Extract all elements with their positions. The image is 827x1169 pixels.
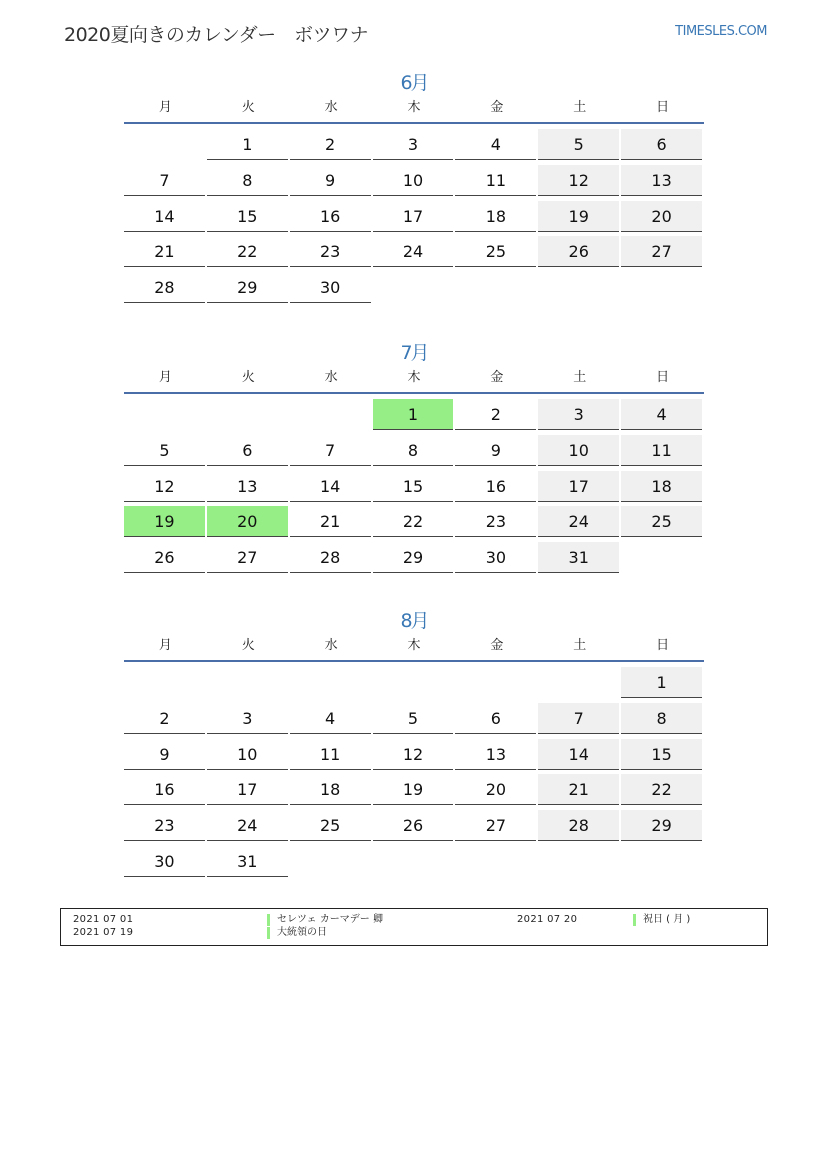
day-number <box>290 846 371 877</box>
day-number: 10 <box>538 435 619 466</box>
day-number: 5 <box>373 703 454 734</box>
day-cell[interactable] <box>373 128 456 164</box>
day-number <box>124 399 205 430</box>
day-cell[interactable] <box>373 702 456 738</box>
day-cell <box>290 398 373 434</box>
weekday-header <box>124 636 704 662</box>
day-number: 9 <box>290 165 371 196</box>
day-cell <box>207 398 290 434</box>
day-number: 16 <box>455 471 536 502</box>
month-title: 7月 <box>400 342 428 364</box>
weekday-label: 金 <box>490 370 504 385</box>
day-number: 26 <box>538 236 619 267</box>
day-number: 6 <box>455 703 536 734</box>
week-row <box>124 845 704 881</box>
weekday-label: 土 <box>573 100 587 115</box>
weekday-label: 日 <box>656 370 670 385</box>
day-cell[interactable] <box>455 164 538 200</box>
day-cell[interactable] <box>207 128 290 164</box>
day-cell[interactable] <box>538 809 621 845</box>
day-number: 29 <box>621 810 702 841</box>
day-number: 14 <box>290 471 371 502</box>
weekday-label: 月 <box>158 100 172 115</box>
legend-holiday-name: セレツェ カーマデー 卿 <box>267 914 383 926</box>
weekday-label: 木 <box>407 370 421 385</box>
day-number: 20 <box>207 506 288 537</box>
day-cell[interactable] <box>207 845 290 881</box>
weekday-label: 水 <box>324 100 338 115</box>
day-number: 7 <box>538 703 619 734</box>
day-cell[interactable] <box>124 470 207 506</box>
day-number: 19 <box>538 201 619 232</box>
day-cell[interactable] <box>455 505 538 541</box>
day-number: 28 <box>290 542 371 573</box>
weekday-header <box>124 368 704 394</box>
day-number: 15 <box>373 471 454 502</box>
day-cell[interactable] <box>207 541 290 577</box>
week-row <box>124 470 704 506</box>
day-cell[interactable] <box>455 200 538 236</box>
day-cell[interactable] <box>124 773 207 809</box>
day-cell <box>538 666 621 702</box>
day-cell[interactable] <box>373 738 456 774</box>
day-cell[interactable] <box>124 541 207 577</box>
day-cell[interactable] <box>290 235 373 271</box>
day-number: 8 <box>373 435 454 466</box>
day-cell[interactable] <box>455 702 538 738</box>
day-number: 3 <box>538 399 619 430</box>
day-cell[interactable] <box>207 235 290 271</box>
day-number: 17 <box>207 774 288 805</box>
day-cell[interactable] <box>621 505 704 541</box>
legend-holiday-name: 大統領の日 <box>267 927 327 939</box>
day-number <box>207 667 288 698</box>
day-number: 30 <box>124 846 205 877</box>
day-cell[interactable] <box>124 738 207 774</box>
day-cell[interactable] <box>207 702 290 738</box>
month-block <box>124 68 704 307</box>
day-cell[interactable] <box>373 434 456 470</box>
day-cell[interactable] <box>290 773 373 809</box>
day-number: 13 <box>455 739 536 770</box>
week-row <box>124 398 704 434</box>
day-cell[interactable] <box>538 773 621 809</box>
weekday-label: 水 <box>324 638 338 653</box>
day-number: 6 <box>621 129 702 160</box>
day-cell <box>373 845 456 881</box>
week-row <box>124 541 704 577</box>
day-cell[interactable] <box>621 809 704 845</box>
day-number: 16 <box>290 201 371 232</box>
day-number: 24 <box>538 506 619 537</box>
day-cell[interactable] <box>455 235 538 271</box>
day-cell <box>538 845 621 881</box>
day-number: 29 <box>207 272 288 303</box>
week-row <box>124 434 704 470</box>
day-number: 16 <box>124 774 205 805</box>
day-number: 7 <box>290 435 371 466</box>
day-cell[interactable] <box>207 164 290 200</box>
day-number: 22 <box>621 774 702 805</box>
day-number: 1 <box>621 667 702 698</box>
day-number: 4 <box>455 129 536 160</box>
day-number: 9 <box>124 739 205 770</box>
day-cell[interactable] <box>124 434 207 470</box>
day-cell[interactable] <box>124 235 207 271</box>
day-number: 27 <box>207 542 288 573</box>
week-rows <box>124 398 704 577</box>
week-row <box>124 738 704 774</box>
day-number: 4 <box>290 703 371 734</box>
day-cell[interactable] <box>124 845 207 881</box>
day-number: 26 <box>373 810 454 841</box>
day-cell[interactable] <box>124 702 207 738</box>
day-cell[interactable] <box>621 702 704 738</box>
day-number <box>290 399 371 430</box>
day-number: 17 <box>373 201 454 232</box>
weekday-label: 木 <box>407 638 421 653</box>
day-cell[interactable] <box>290 505 373 541</box>
week-row <box>124 235 704 271</box>
day-cell[interactable] <box>290 470 373 506</box>
day-number: 20 <box>621 201 702 232</box>
day-cell[interactable] <box>621 164 704 200</box>
day-number: 5 <box>538 129 619 160</box>
day-number: 24 <box>207 810 288 841</box>
day-cell[interactable] <box>455 398 538 434</box>
day-cell[interactable] <box>290 271 373 307</box>
day-number: 17 <box>538 471 619 502</box>
day-number: 19 <box>124 506 205 537</box>
week-row <box>124 773 704 809</box>
day-number: 25 <box>455 236 536 267</box>
day-cell[interactable] <box>124 505 207 541</box>
day-number: 6 <box>207 435 288 466</box>
day-number <box>207 399 288 430</box>
day-number: 8 <box>621 703 702 734</box>
day-cell[interactable] <box>621 398 704 434</box>
day-number: 31 <box>207 846 288 877</box>
day-cell[interactable] <box>290 434 373 470</box>
weekday-label: 木 <box>407 100 421 115</box>
day-number: 23 <box>290 236 371 267</box>
page-title: 2020夏向きのカレンダー ボツワナ <box>64 24 369 46</box>
day-cell[interactable] <box>538 164 621 200</box>
day-cell <box>621 845 704 881</box>
day-number: 2 <box>455 399 536 430</box>
day-cell[interactable] <box>538 541 621 577</box>
day-number: 23 <box>124 810 205 841</box>
day-cell <box>290 666 373 702</box>
day-cell[interactable] <box>290 128 373 164</box>
day-cell[interactable] <box>290 200 373 236</box>
day-cell[interactable] <box>455 773 538 809</box>
day-cell[interactable] <box>455 434 538 470</box>
weekday-label: 日 <box>656 638 670 653</box>
day-number: 18 <box>290 774 371 805</box>
day-cell[interactable] <box>621 235 704 271</box>
day-cell[interactable] <box>290 164 373 200</box>
day-cell <box>455 271 538 307</box>
day-cell[interactable] <box>538 702 621 738</box>
legend-date: 2021 07 01 <box>73 914 134 925</box>
day-cell[interactable] <box>290 809 373 845</box>
day-number: 3 <box>373 129 454 160</box>
day-number: 28 <box>124 272 205 303</box>
day-number: 30 <box>455 542 536 573</box>
day-cell[interactable] <box>373 200 456 236</box>
day-cell[interactable] <box>538 128 621 164</box>
day-number: 14 <box>538 739 619 770</box>
weekday-label: 火 <box>241 638 255 653</box>
day-number: 10 <box>373 165 454 196</box>
day-number: 12 <box>124 471 205 502</box>
day-number: 11 <box>621 435 702 466</box>
day-number: 30 <box>290 272 371 303</box>
day-cell[interactable] <box>124 271 207 307</box>
day-number: 5 <box>124 435 205 466</box>
day-cell[interactable] <box>373 773 456 809</box>
day-number: 21 <box>290 506 371 537</box>
day-number: 21 <box>124 236 205 267</box>
week-row <box>124 164 704 200</box>
day-number <box>621 542 702 573</box>
day-number <box>290 667 371 698</box>
day-number: 25 <box>290 810 371 841</box>
day-cell[interactable] <box>373 398 456 434</box>
day-number: 21 <box>538 774 619 805</box>
day-number: 13 <box>621 165 702 196</box>
month-title: 8月 <box>400 610 428 632</box>
day-cell[interactable] <box>455 738 538 774</box>
weekday-label: 火 <box>241 100 255 115</box>
day-number <box>538 272 619 303</box>
day-cell[interactable] <box>207 200 290 236</box>
day-number: 7 <box>124 165 205 196</box>
day-cell <box>207 666 290 702</box>
week-row <box>124 809 704 845</box>
day-number <box>124 667 205 698</box>
day-cell[interactable] <box>207 505 290 541</box>
day-number: 2 <box>124 703 205 734</box>
day-number: 2 <box>290 129 371 160</box>
day-cell <box>621 271 704 307</box>
day-cell[interactable] <box>373 809 456 845</box>
day-cell <box>373 666 456 702</box>
weekday-label: 日 <box>656 100 670 115</box>
week-row <box>124 702 704 738</box>
day-number <box>373 272 454 303</box>
day-number: 4 <box>621 399 702 430</box>
day-number: 11 <box>290 739 371 770</box>
day-cell <box>455 845 538 881</box>
day-cell[interactable] <box>455 470 538 506</box>
day-number: 12 <box>538 165 619 196</box>
day-cell[interactable] <box>207 434 290 470</box>
day-number <box>124 129 205 160</box>
day-number: 23 <box>455 506 536 537</box>
day-number: 14 <box>124 201 205 232</box>
day-number: 9 <box>455 435 536 466</box>
weekday-label: 金 <box>490 638 504 653</box>
day-cell[interactable] <box>373 235 456 271</box>
day-cell <box>373 271 456 307</box>
day-cell[interactable] <box>124 164 207 200</box>
legend-date: 2021 07 20 <box>517 914 578 925</box>
day-number <box>621 272 702 303</box>
month-block <box>124 338 704 577</box>
day-cell[interactable] <box>455 128 538 164</box>
day-cell[interactable] <box>207 271 290 307</box>
day-cell <box>124 666 207 702</box>
week-rows <box>124 128 704 307</box>
day-number: 20 <box>455 774 536 805</box>
day-number: 11 <box>455 165 536 196</box>
day-cell[interactable] <box>207 773 290 809</box>
day-cell[interactable] <box>621 200 704 236</box>
day-number: 8 <box>207 165 288 196</box>
day-cell[interactable] <box>124 809 207 845</box>
day-cell[interactable] <box>124 200 207 236</box>
day-number: 22 <box>207 236 288 267</box>
day-cell[interactable] <box>538 200 621 236</box>
day-number: 29 <box>373 542 454 573</box>
day-number <box>538 667 619 698</box>
day-number: 15 <box>621 739 702 770</box>
week-row <box>124 271 704 307</box>
day-cell[interactable] <box>621 128 704 164</box>
weekday-header <box>124 98 704 124</box>
day-cell[interactable] <box>538 434 621 470</box>
day-number: 18 <box>621 471 702 502</box>
day-cell <box>538 271 621 307</box>
day-cell[interactable] <box>621 666 704 702</box>
day-cell <box>621 541 704 577</box>
day-cell[interactable] <box>373 164 456 200</box>
day-cell[interactable] <box>621 773 704 809</box>
day-number <box>373 667 454 698</box>
week-row <box>124 200 704 236</box>
day-number: 26 <box>124 542 205 573</box>
day-number: 27 <box>455 810 536 841</box>
day-cell[interactable] <box>621 470 704 506</box>
day-cell[interactable] <box>290 541 373 577</box>
day-number: 1 <box>207 129 288 160</box>
day-number: 28 <box>538 810 619 841</box>
weekday-label: 土 <box>573 370 587 385</box>
day-number <box>538 846 619 877</box>
day-cell[interactable] <box>621 434 704 470</box>
day-number: 10 <box>207 739 288 770</box>
day-cell <box>124 128 207 164</box>
week-rows <box>124 666 704 881</box>
day-cell[interactable] <box>538 398 621 434</box>
day-number <box>373 846 454 877</box>
legend-holiday-name: 祝日 ( 月 ) <box>633 914 690 926</box>
day-number: 15 <box>207 201 288 232</box>
week-row <box>124 128 704 164</box>
day-cell[interactable] <box>373 505 456 541</box>
day-number: 25 <box>621 506 702 537</box>
day-number: 24 <box>373 236 454 267</box>
day-number <box>621 846 702 877</box>
day-cell[interactable] <box>621 738 704 774</box>
day-cell[interactable] <box>373 470 456 506</box>
day-cell <box>124 398 207 434</box>
day-number: 3 <box>207 703 288 734</box>
day-cell[interactable] <box>538 738 621 774</box>
weekday-label: 月 <box>158 638 172 653</box>
day-cell[interactable] <box>538 505 621 541</box>
day-number <box>455 667 536 698</box>
day-cell[interactable] <box>455 809 538 845</box>
day-cell[interactable] <box>455 541 538 577</box>
weekday-label: 土 <box>573 638 587 653</box>
day-number <box>455 272 536 303</box>
month-block <box>124 606 704 881</box>
day-number: 12 <box>373 739 454 770</box>
day-number: 1 <box>373 399 454 430</box>
day-cell[interactable] <box>207 809 290 845</box>
day-cell[interactable] <box>207 470 290 506</box>
week-row <box>124 505 704 541</box>
day-cell <box>455 666 538 702</box>
day-number: 27 <box>621 236 702 267</box>
week-row <box>124 666 704 702</box>
weekday-label: 火 <box>241 370 255 385</box>
day-number: 19 <box>373 774 454 805</box>
day-number <box>455 846 536 877</box>
day-number: 22 <box>373 506 454 537</box>
day-cell <box>290 845 373 881</box>
legend-date: 2021 07 19 <box>73 927 134 938</box>
day-cell[interactable] <box>538 470 621 506</box>
day-number: 18 <box>455 201 536 232</box>
day-cell[interactable] <box>207 738 290 774</box>
day-cell[interactable] <box>373 541 456 577</box>
weekday-label: 月 <box>158 370 172 385</box>
day-cell[interactable] <box>290 738 373 774</box>
holiday-legend <box>60 908 768 946</box>
day-number: 31 <box>538 542 619 573</box>
site-logo[interactable]: TIMESLES.COM <box>675 24 767 39</box>
weekday-label: 水 <box>324 370 338 385</box>
day-cell[interactable] <box>290 702 373 738</box>
day-number: 13 <box>207 471 288 502</box>
month-title: 6月 <box>400 72 428 94</box>
weekday-label: 金 <box>490 100 504 115</box>
day-cell[interactable] <box>538 235 621 271</box>
